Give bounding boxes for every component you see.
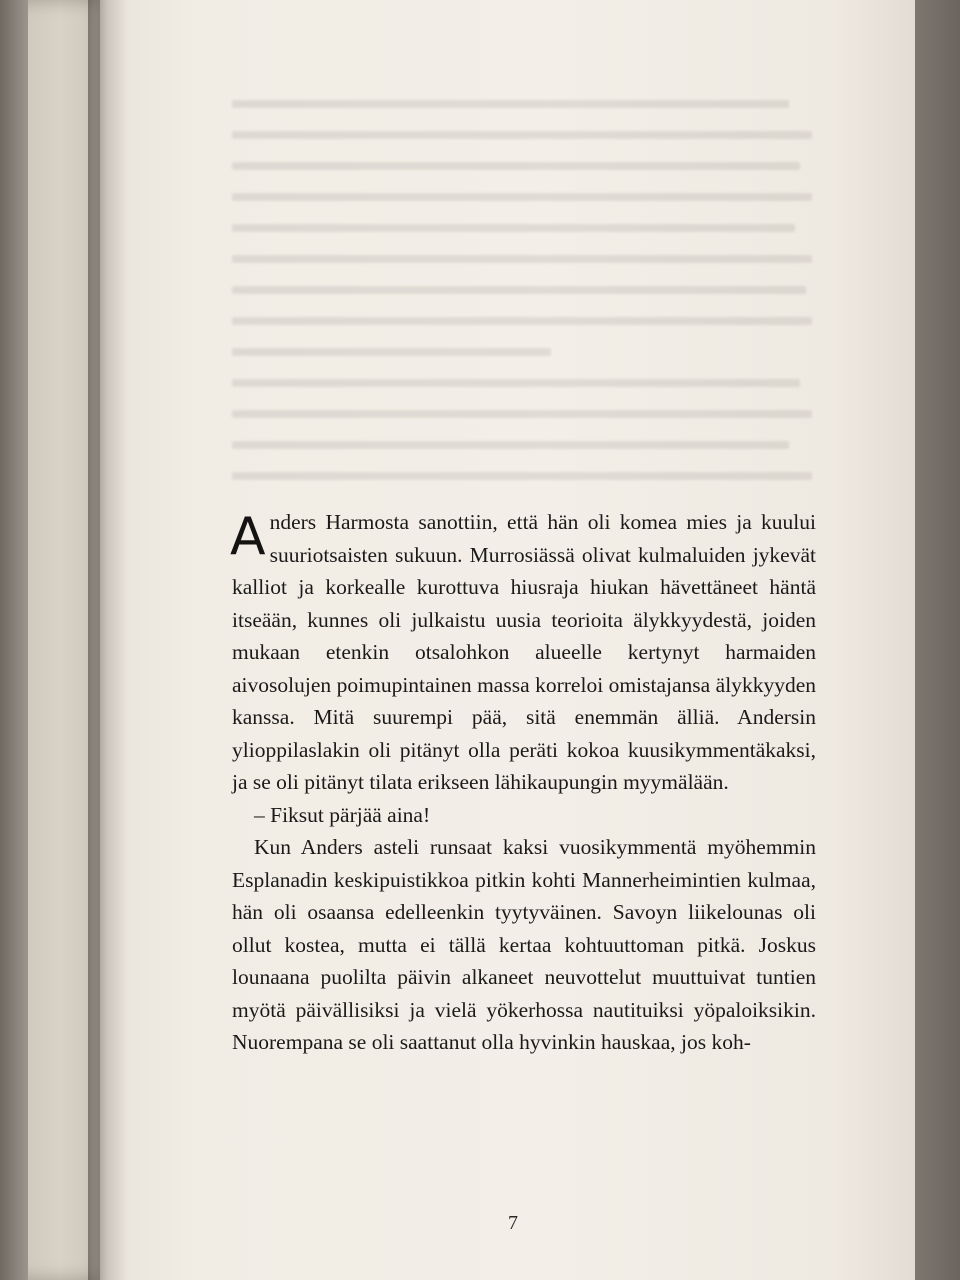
right-background [915,0,960,1280]
left-page-edge [0,0,28,1280]
show-through-text [232,100,812,510]
chapter-text [232,506,816,1059]
dialogue-line: – Fiksut pärjää aina! [254,802,431,827]
page-number: 7 [508,1212,518,1234]
paragraph-3: Kun Anders asteli runsaat kaksi vuosikymmentä myöhemmin Esplanadin keskipuistikkoa pitkin kohti Mannerheimintien kulmaa, hän oli osaansa edelleenkin tyytyväinen. Savoyn liikelounas oli ollut kostea, mutta ei tällä kertaa kohtuuttoman pitkä. Joskus lounaana puolilta päivin alkaneet neuvottelut muuttuivat tuntien myötä päivällisiksi ja vielä yökerhossa nautituiksi yöpaloiksikin. Nuorempana se oli saattanut olla hyvinkin hauskaa, jos koh- [232,835,816,1054]
book-gutter [88,0,128,1280]
drop-cap: A [230,507,266,567]
paragraph-1-text: nders Harmosta sanottiin, että hän oli komea mies ja kuului suuriotsaisten sukuun. Murrosiässä olivat kulmaluiden jykevät kalliot ja korkealle kurottuva hiusraja hiukan hävettäneet häntä itseään, kunnes oli julkaistu uusia teorioita älykkyydestä, joiden mukaan etenkin otsalohkon alueelle kertynyt harmaiden aivosolujen poimupintainen massa korreloi omistajansa älykkyyden kanssa. Mitä suurempi pää, sitä enemmän älliä. Andersin ylioppilaslakin oli pitänyt olla peräti kokoa kuusikymmentäkaksi, ja se oli pitänyt tilata erikseen lähikaupungin myymälään. [232,510,816,794]
paragraph-1 [232,506,816,799]
